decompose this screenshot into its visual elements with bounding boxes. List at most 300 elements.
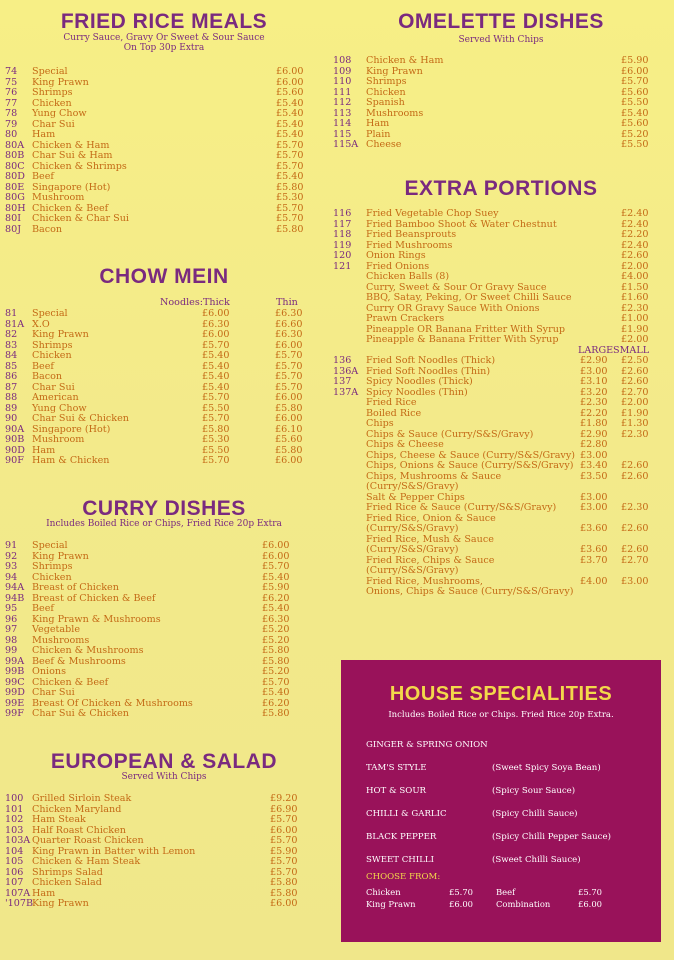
item-number: 80C — [5, 160, 25, 172]
item-price: £3.00 — [580, 365, 608, 377]
item-price: £6.10 — [275, 423, 303, 435]
chow-mein-list — [5, 309, 315, 467]
item-price: £5.90 — [621, 55, 649, 66]
item-number: 137A — [333, 386, 359, 398]
item-number: 74 — [5, 66, 18, 77]
menu-item — [5, 435, 315, 446]
item-name: Char Sui — [32, 118, 75, 130]
item-name: Ham — [32, 129, 56, 140]
item-price: £2.60 — [621, 250, 649, 261]
european-list — [5, 794, 305, 910]
item-number: 99D — [5, 687, 25, 698]
item-price: £2.20 — [621, 229, 649, 240]
item-name: Fried Rice, Chips & Sauce — [366, 554, 495, 566]
item-price: £6.30 — [275, 329, 303, 340]
item-price: £4.00 — [580, 575, 608, 587]
menu-item — [333, 419, 668, 430]
item-number: 98 — [5, 634, 18, 646]
item-name: Spanish — [366, 97, 405, 108]
curry-subtitle: Includes Boiled Rice or Chips, Fried Rice 20p Extra — [46, 519, 282, 529]
item-number: 91 — [5, 540, 18, 551]
item-name: King Prawn in Batter with Lemon — [32, 845, 196, 857]
menu-item — [333, 566, 668, 577]
item-price: £5.40 — [202, 381, 230, 393]
item-number: 99A — [5, 655, 25, 667]
item-number: 104 — [5, 845, 24, 857]
item-name: Chicken Salad — [32, 877, 102, 888]
item-price: £2.40 — [621, 218, 649, 230]
item-number: 75 — [5, 76, 18, 88]
item-number: 82 — [5, 329, 18, 340]
menu-item — [333, 140, 653, 151]
item-name: Special — [32, 540, 68, 551]
item-number: 80E — [5, 181, 25, 193]
item-name: Shrimps — [32, 561, 73, 572]
item-number: 93 — [5, 561, 18, 572]
item-name: American — [32, 392, 79, 403]
menu-item — [5, 857, 305, 868]
item-name: Vegetable — [32, 624, 81, 635]
item-price: £5.80 — [262, 645, 290, 656]
extra-head-small: SMALL — [613, 344, 650, 356]
house-subtitle: Includes Boiled Rice or Chips. Fried Rice 20p Extra. — [388, 710, 614, 720]
item-number: 113 — [333, 107, 352, 119]
item-price: £5.80 — [202, 423, 230, 435]
omelette-title: OMELETTE DISHES — [398, 10, 604, 33]
item-number: 120 — [333, 250, 352, 261]
item-price: £6.00 — [270, 824, 298, 836]
item-name: Chips, Mushrooms & Sauce — [366, 470, 502, 482]
item-number: 115 — [333, 128, 352, 140]
item-number: 87 — [5, 381, 18, 393]
item-number: 109 — [333, 65, 352, 77]
item-name: Chips, Cheese & Sauce (Curry/S&S/Gravy) — [366, 449, 575, 461]
menu-item — [5, 130, 305, 141]
item-name: Chicken — [366, 86, 406, 98]
menu-item — [5, 109, 305, 120]
item-price: £5.70 — [621, 76, 649, 87]
fried-rice-subtitle-1: Curry Sauce, Gravy Or Sweet & Sour Sauce — [63, 33, 265, 43]
item-number: 80G — [5, 192, 25, 203]
item-price: £5.30 — [202, 434, 230, 445]
menu-item — [5, 562, 305, 573]
fried-rice-subtitle-2: On Top 30p Extra — [123, 43, 205, 53]
item-price: £5.40 — [276, 118, 304, 130]
item-number: 108 — [333, 55, 352, 66]
item-name: Char Sui — [32, 687, 75, 698]
menu-item — [333, 335, 668, 346]
item-name: Pineapple & Banana Fritter With Syrup — [366, 334, 559, 345]
house-item-sauce: (Spicy Chilli Sauce) — [492, 809, 578, 819]
menu-item — [5, 688, 305, 699]
item-name: King Prawn — [32, 76, 89, 88]
item-price: £5.70 — [270, 835, 298, 846]
item-name: Mushrooms — [32, 634, 90, 646]
item-number: 105 — [5, 856, 24, 867]
item-name: Bacon — [32, 371, 63, 382]
choose-from-label: CHOOSE FROM: — [366, 872, 441, 882]
item-number: 86 — [5, 371, 18, 382]
item-number: 119 — [333, 239, 352, 251]
item-price: £3.60 — [580, 544, 608, 555]
item-price: £5.70 — [270, 866, 298, 878]
chow-mein-head-thin: Thin — [276, 297, 298, 308]
item-number: 78 — [5, 108, 18, 119]
item-price: £5.80 — [276, 223, 304, 235]
item-number: 84 — [5, 350, 18, 361]
item-price: £1.90 — [621, 323, 649, 335]
item-price: £2.00 — [621, 334, 649, 345]
menu-item — [333, 314, 668, 325]
item-price: £5.70 — [276, 160, 304, 172]
item-number: 117 — [333, 218, 352, 230]
item-name: Chicken — [32, 350, 72, 361]
menu-item — [333, 230, 668, 241]
item-price: £5.80 — [276, 181, 304, 193]
menu-item — [333, 251, 668, 262]
item-number: 94 — [5, 571, 18, 583]
item-price: £2.00 — [621, 260, 649, 272]
item-number: 106 — [5, 866, 24, 878]
menu-item — [5, 625, 305, 636]
item-number: 81A — [5, 318, 25, 330]
item-number: 100 — [5, 793, 24, 804]
item-name: Chicken & Beef — [32, 202, 109, 214]
item-number: 101 — [5, 803, 24, 815]
item-price: £2.50 — [621, 355, 649, 366]
extra-list — [333, 209, 668, 598]
menu-item — [5, 414, 315, 425]
item-name: Shrimps Salad — [32, 866, 103, 878]
chow-mein-head-thick: Noodles:Thick — [160, 297, 230, 308]
item-name: Beef & Mushrooms — [32, 655, 126, 667]
item-number: 77 — [5, 97, 18, 109]
item-price: £5.40 — [262, 603, 290, 614]
item-price: £5.70 — [276, 139, 304, 151]
item-price: £5.60 — [275, 434, 303, 445]
item-price: £5.20 — [262, 624, 290, 635]
item-name: Char Sui & Ham — [32, 150, 113, 161]
item-name: Chips, Onions & Sauce (Curry/S&S/Gravy) — [366, 460, 574, 471]
item-price: £6.00 — [202, 308, 230, 319]
item-name: (Curry/S&S/Gravy) — [366, 544, 459, 555]
item-number: 79 — [5, 118, 18, 130]
menu-item — [333, 398, 668, 409]
house-item-name: GINGER & SPRING ONION — [366, 740, 488, 750]
item-name: Quarter Roast Chicken — [32, 835, 144, 846]
menu-item — [5, 393, 315, 404]
house-item-sauce: (Sweet Chilli Sauce) — [492, 855, 581, 865]
item-name: King Prawn — [32, 550, 89, 562]
item-number: 80 — [5, 129, 18, 140]
item-number: 102 — [5, 814, 24, 825]
choice-price: £5.70 — [449, 887, 473, 897]
house-item-name: HOT & SOUR — [366, 786, 427, 796]
item-price: £6.30 — [202, 318, 230, 330]
item-number: 80D — [5, 171, 25, 182]
item-price: £5.80 — [262, 655, 290, 667]
item-number: 85 — [5, 360, 18, 372]
menu-item — [333, 272, 668, 283]
item-number: 99C — [5, 676, 25, 688]
item-name: Prawn Crackers — [366, 313, 445, 324]
menu-item — [333, 482, 668, 493]
item-price: £5.40 — [202, 350, 230, 361]
item-number: 94A — [5, 582, 25, 593]
menu-item — [5, 456, 315, 467]
item-price: £2.00 — [621, 397, 649, 408]
item-number: 80H — [5, 202, 26, 214]
menu-item — [5, 583, 305, 594]
menu-item — [5, 646, 305, 657]
item-name: Fried Rice — [366, 397, 417, 408]
item-name: King Prawn — [32, 329, 89, 340]
item-price: £5.40 — [262, 571, 290, 583]
item-number: 90 — [5, 413, 18, 424]
item-price: £2.30 — [621, 428, 649, 440]
item-name: Fried Rice & Sauce (Curry/S&S/Gravy) — [366, 502, 557, 513]
item-name: Ham — [32, 444, 56, 456]
item-price: £3.60 — [580, 523, 608, 534]
item-price: £5.40 — [276, 108, 304, 119]
item-number: 112 — [333, 97, 352, 108]
item-name: Fried Onions — [366, 260, 430, 272]
item-name: Special — [32, 308, 68, 319]
item-price: £6.90 — [270, 803, 298, 815]
omelette-list — [333, 56, 653, 151]
choice-price: £6.00 — [578, 899, 602, 909]
item-number: 89 — [5, 402, 18, 414]
choice-name: Combination — [496, 899, 551, 909]
item-name: Shrimps — [32, 87, 73, 98]
fried-rice-title: FRIED RICE MEALS — [60, 10, 268, 33]
house-specialities-box — [341, 660, 661, 942]
item-price: £2.30 — [621, 502, 649, 513]
item-price: £5.50 — [621, 97, 649, 108]
menu-item — [5, 330, 315, 341]
item-number: 99 — [5, 645, 18, 656]
item-price: £5.50 — [202, 444, 230, 456]
item-price: £2.60 — [621, 365, 649, 377]
item-price: £2.30 — [621, 302, 649, 314]
item-price: £6.00 — [276, 76, 304, 88]
menu-item — [333, 377, 668, 388]
item-name: Ham Steak — [32, 814, 86, 825]
item-price: £5.70 — [270, 814, 298, 825]
menu-item — [5, 151, 305, 162]
item-number: 96 — [5, 613, 18, 625]
item-name: Fried Soft Noodles (Thick) — [366, 355, 496, 366]
menu-item — [333, 503, 668, 514]
item-number: 103A — [5, 835, 31, 846]
item-name: (Curry/S&S/Gravy) — [366, 481, 459, 492]
menu-item — [5, 815, 305, 826]
item-name: Chicken Maryland — [32, 803, 122, 815]
item-price: £2.40 — [621, 208, 649, 219]
item-name: Salt & Pepper Chips — [366, 491, 465, 503]
item-name: Cheese — [366, 139, 402, 150]
item-name: Char Sui & Chicken — [32, 708, 129, 719]
omelette-subtitle: Served With Chips — [458, 35, 544, 45]
item-name: Chicken & Ham — [366, 55, 444, 66]
house-item-name: CHILLI & GARLIC — [366, 809, 447, 819]
item-number: 114 — [333, 118, 352, 129]
item-name: Fried Rice, Mush & Sauce — [366, 533, 494, 545]
item-name: Shrimps — [366, 76, 407, 87]
item-price: £5.40 — [276, 129, 304, 140]
item-number: 88 — [5, 392, 18, 403]
item-number: 90F — [5, 455, 24, 466]
item-name: Fried Rice, Onion & Sauce — [366, 512, 496, 524]
menu-item — [5, 351, 315, 362]
item-number: 121 — [333, 260, 352, 272]
item-name: Fried Soft Noodles (Thin) — [366, 365, 491, 377]
item-name: King Prawn & Mushrooms — [32, 613, 161, 625]
menu-item — [5, 309, 315, 320]
item-name: Spicy Noodles (Thin) — [366, 386, 468, 398]
item-price: £6.00 — [270, 898, 298, 909]
menu-item — [333, 356, 668, 367]
item-price: £5.70 — [275, 381, 303, 393]
item-price: £2.90 — [580, 428, 608, 440]
item-name: Chips — [366, 418, 394, 429]
menu-item — [333, 209, 668, 220]
chow-mein-title: CHOW MEIN — [99, 265, 229, 288]
menu-item — [5, 794, 305, 805]
item-number: 99E — [5, 697, 25, 709]
item-number: 137 — [333, 376, 352, 387]
menu-item — [5, 604, 305, 615]
item-name: Chicken & Ham Steak — [32, 856, 141, 867]
item-price: £5.80 — [270, 877, 298, 888]
menu-item — [5, 372, 315, 383]
item-price: £1.90 — [621, 407, 649, 419]
item-number: 136A — [333, 365, 359, 377]
menu-item — [333, 293, 668, 304]
item-price: £2.60 — [621, 460, 649, 471]
item-name: Chips & Sauce (Curry/S&S/Gravy) — [366, 428, 534, 440]
choice-price: £5.70 — [578, 887, 602, 897]
item-price: £5.70 — [275, 360, 303, 372]
house-title: HOUSE SPECIALITIES — [389, 683, 613, 705]
item-price: £5.40 — [202, 360, 230, 372]
item-number: 118 — [333, 229, 352, 240]
item-price: £5.60 — [276, 87, 304, 98]
item-number: 80I — [5, 213, 21, 224]
item-price: £2.80 — [580, 439, 608, 450]
item-price: £5.20 — [262, 634, 290, 646]
european-title: EUROPEAN & SALAD — [50, 750, 278, 773]
item-name: Pineapple OR Banana Fritter With Syrup — [366, 323, 566, 335]
menu-item — [5, 541, 305, 552]
item-number: 76 — [5, 87, 18, 98]
item-price: £2.60 — [621, 523, 649, 534]
item-name: Char Sui & Chicken — [32, 413, 129, 424]
item-price: £5.70 — [270, 856, 298, 867]
item-price: £1.80 — [580, 418, 608, 429]
item-price: £6.00 — [275, 455, 303, 466]
item-name: Onions, Chips & Sauce (Curry/S&S/Gravy) — [366, 586, 574, 597]
item-price: £3.00 — [621, 575, 649, 587]
menu-item — [333, 98, 653, 109]
item-name: BBQ, Satay, Peking, Or Sweet Chilli Sauce — [366, 292, 572, 303]
item-price: £6.00 — [275, 392, 303, 403]
item-name: Breast Of Chicken & Mushrooms — [32, 697, 193, 709]
item-name: Fried Rice, Mushrooms, — [366, 575, 483, 587]
item-price: £1.00 — [621, 313, 649, 324]
item-number: 111 — [333, 86, 352, 98]
item-price: £3.00 — [580, 449, 608, 461]
menu-item — [333, 461, 668, 472]
item-price: £5.80 — [270, 887, 298, 899]
item-name: Chicken Balls (8) — [366, 271, 450, 282]
item-number: 110 — [333, 76, 352, 87]
menu-item — [333, 77, 653, 88]
item-number: 92 — [5, 550, 18, 562]
item-price: £5.40 — [276, 97, 304, 109]
item-name: Mushroom — [32, 192, 85, 203]
item-name: Breast of Chicken & Beef — [32, 592, 156, 604]
item-price: £5.50 — [202, 402, 230, 414]
item-price: £6.00 — [262, 540, 290, 551]
item-price: £6.60 — [275, 318, 303, 330]
item-number: 90A — [5, 423, 25, 435]
item-number: 99B — [5, 666, 25, 677]
item-name: Fried Beansprouts — [366, 229, 457, 240]
item-price: £5.40 — [262, 687, 290, 698]
item-price: £6.20 — [262, 592, 290, 604]
item-price: £2.70 — [621, 554, 649, 566]
item-price: £5.70 — [202, 339, 230, 351]
item-price: £5.70 — [276, 213, 304, 224]
choice-price: £6.00 — [449, 899, 473, 909]
house-item-sauce: (Spicy Sour Sauce) — [492, 786, 576, 796]
item-price: £3.70 — [580, 554, 608, 566]
menu-item — [5, 225, 305, 236]
item-name: Chicken & Ham — [32, 139, 110, 151]
item-price: £2.60 — [621, 470, 649, 482]
item-price: £6.00 — [276, 66, 304, 77]
item-name: Chicken — [32, 571, 72, 583]
item-name: Char Sui — [32, 381, 75, 393]
item-price: £5.50 — [621, 139, 649, 150]
menu-item — [333, 119, 653, 130]
menu-item — [333, 545, 668, 556]
item-name: Chicken — [32, 97, 72, 109]
item-price: £5.70 — [275, 350, 303, 361]
house-item-name: SWEET CHILLI — [366, 855, 435, 865]
item-price: £5.70 — [276, 202, 304, 214]
item-number: 83 — [5, 339, 18, 351]
item-price: £2.40 — [621, 239, 649, 251]
item-name: Onion Rings — [366, 250, 426, 261]
item-number: 99F — [5, 708, 24, 719]
item-name: Beef — [32, 603, 54, 614]
item-price: £5.90 — [262, 582, 290, 593]
item-name: (Curry/S&S/Gravy) — [366, 523, 459, 534]
house-item-sauce: (Spicy Chilli Pepper Sauce) — [492, 832, 611, 842]
item-number: 136 — [333, 355, 352, 366]
item-name: Fried Bamboo Shoot & Water Chestnut — [366, 218, 557, 230]
item-price: £2.70 — [621, 386, 649, 398]
item-price: £6.00 — [202, 329, 230, 340]
item-name: Chicken & Beef — [32, 676, 109, 688]
item-price: £1.60 — [621, 292, 649, 303]
menu-item — [333, 440, 668, 451]
menu-item — [5, 667, 305, 678]
item-number: 107 — [5, 877, 24, 888]
item-number: 103 — [5, 824, 24, 836]
